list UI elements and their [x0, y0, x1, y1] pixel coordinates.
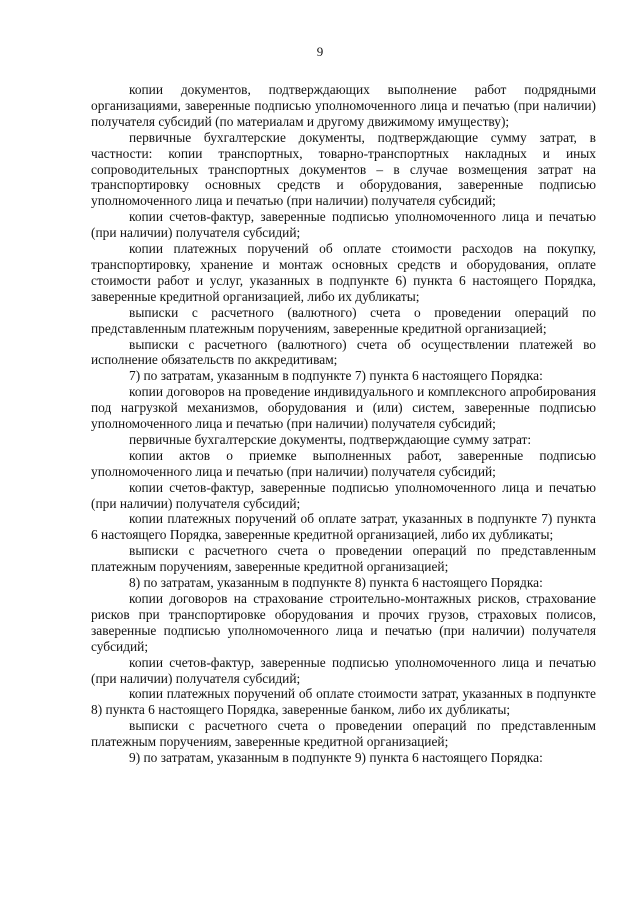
paragraph: первичные бухгалтерские документы, подтверждающие сумму затрат:: [129, 431, 532, 447]
document-body: [91, 82, 596, 766]
paragraph: копии счетов-фактур, заверенные подписью уполномоченного лица и печатью (при наличии) получателя субсидий;: [91, 654, 596, 686]
paragraph: копии документов, подтверждающих выполнение работ подрядными организациями, заверенные подписью уполномоченного лица и печатью (при наличии) получателя субсидий (по материалам и другому движимому имуществу);: [91, 82, 596, 129]
paragraph: копии счетов-фактур, заверенные подписью уполномоченного лица и печатью (при наличии) получателя субсидий;: [91, 209, 596, 241]
paragraph: 8) по затратам, указанным в подпункте 8) пункта 6 настоящего Порядка:: [129, 575, 543, 591]
paragraph: копии платежных поручений об оплате стоимости затрат, указанных в подпункте 8) пункта 6 настоящего Порядка, заверенные банком, либо их дубликаты;: [91, 686, 596, 718]
paragraph: 9) по затратам, указанным в подпункте 9) пункта 6 настоящего Порядка:: [129, 750, 543, 766]
page-number: 9: [316, 44, 324, 59]
paragraph: копии платежных поручений об оплате стоимости расходов на покупку, транспортировку, хранение и монтаж основных средств и оборудования, оплате стоимости работ и услуг, указанных в подпункте 6) пункта 6 настоящего Порядка, заверенные кредитной организацией, либо их дубликаты;: [91, 241, 596, 304]
paragraph: копии договоров на страхование строительно-монтажных рисков, страхование рисков при транспортировке оборудования и прочих грузов, страховых полисов, заверенные подписью уполномоченного лица и печатью (при наличии) получателя субсидий;: [91, 591, 596, 654]
paragraph: выписки с расчетного счета о проведении операций по представленным платежным поручениям, заверенные кредитной организацией;: [91, 543, 596, 575]
paragraph: выписки с расчетного (валютного) счета об осуществлении платежей во исполнение обязательств по аккредитивам;: [91, 336, 596, 368]
paragraph: копии платежных поручений об оплате затрат, указанных в подпункте 7) пункта 6 настоящего Порядка, заверенные кредитной организацией, либо их дубликаты;: [91, 511, 596, 543]
paragraph: копии договоров на проведение индивидуального и комплексного апробирования под нагрузкой механизмов, оборудования и (или) систем, заверенные подписью уполномоченного лица и печатью (при наличии) получателя субсидий;: [91, 384, 596, 432]
paragraph: выписки с расчетного счета о проведении операций по представленным платежным поручениям, заверенные кредитной организацией;: [91, 718, 596, 750]
paragraph: копии актов о приемке выполненных работ, заверенные подписью уполномоченного лица и печатью (при наличии) получателя субсидий;: [91, 447, 596, 479]
paragraph: выписки с расчетного (валютного) счета о проведении операций по представленным платежным поручениям, заверенные кредитной организацией;: [91, 304, 596, 336]
paragraph: первичные бухгалтерские документы, подтверждающие сумму затрат, в частности: копии транспортных, товарно-транспортных накладных и иных сопроводительных транспортных документов – в случае возмещения затрат на транспортировку основных средств и оборудования, заверенные подписью уполномоченного лица и печатью (при наличии) получателя субсидий;: [91, 129, 596, 209]
paragraph: копии счетов-фактур, заверенные подписью уполномоченного лица и печатью (при наличии) получателя субсидий;: [91, 479, 596, 511]
paragraph: 7) по затратам, указанным в подпункте 7) пункта 6 настоящего Порядка:: [129, 368, 543, 384]
